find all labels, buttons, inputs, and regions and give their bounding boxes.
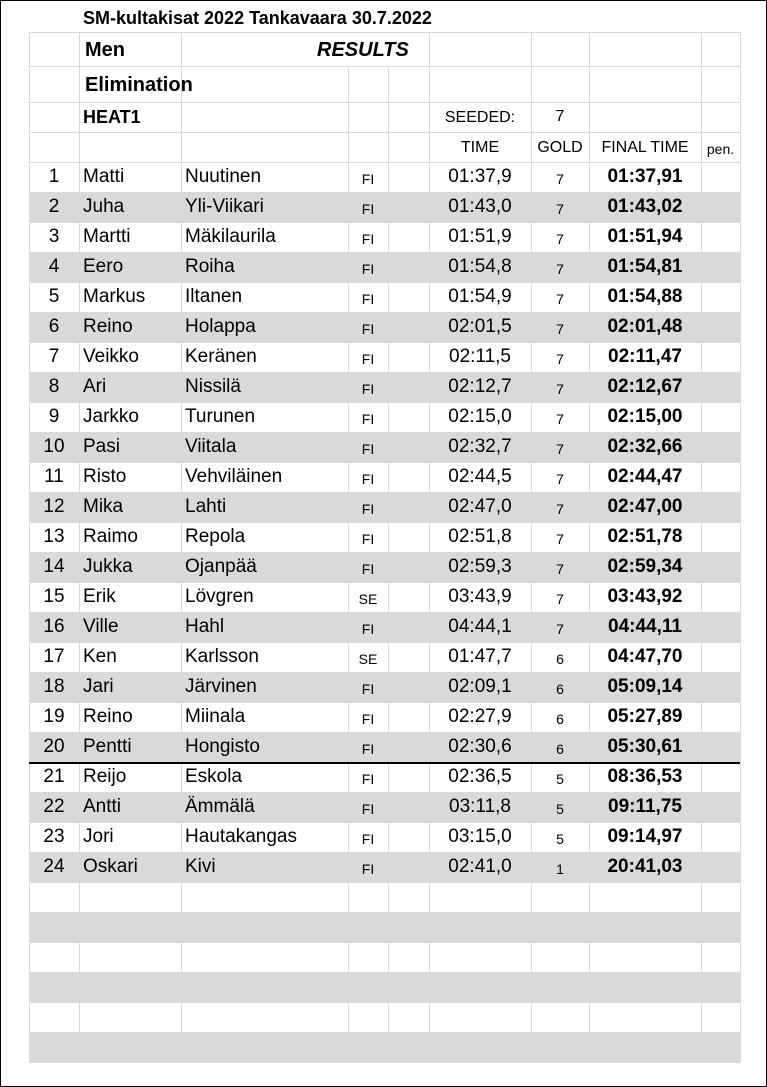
category-label: Men [85, 39, 125, 61]
final-time-cell: 01:54,81 [607, 256, 683, 277]
first-name-cell: Reijo [83, 766, 127, 787]
last-name-cell: Keränen [185, 346, 257, 367]
time-cell: 02:44,5 [448, 466, 512, 487]
grid-row-line [29, 1002, 740, 1003]
time-cell: 03:15,0 [448, 826, 512, 847]
country-cell: FI [361, 831, 375, 847]
country-cell: SE [358, 591, 378, 607]
first-name-cell: Pasi [83, 436, 120, 457]
final-time-cell: 04:47,70 [607, 646, 683, 667]
time-cell: 01:54,8 [448, 256, 512, 277]
grid-column-line [181, 32, 182, 1062]
last-name-cell: Ämmälä [185, 796, 255, 817]
first-name-cell: Risto [83, 466, 127, 487]
first-name-cell: Reino [83, 316, 133, 337]
final-time-cell: 01:43,02 [607, 196, 683, 217]
gold-cell: 7 [556, 471, 564, 487]
final-time-cell: 02:59,34 [607, 556, 683, 577]
gold-cell: 7 [556, 441, 564, 457]
first-name-cell: Mika [83, 496, 124, 517]
time-cell: 02:27,9 [448, 706, 512, 727]
gold-cell: 6 [556, 711, 564, 727]
gold-cell: 7 [556, 531, 564, 547]
gold-cell: 7 [556, 561, 564, 577]
rank-cell: 20 [43, 736, 65, 757]
rank-cell: 13 [43, 526, 65, 547]
final-time-cell: 01:54,88 [607, 286, 683, 307]
rank-cell: 14 [43, 556, 65, 577]
last-name-cell: Turunen [185, 406, 256, 427]
final-time-cell: 02:44,47 [607, 466, 683, 487]
first-name-cell: Jari [83, 676, 114, 697]
country-cell: FI [361, 321, 375, 337]
first-name-cell: Reino [83, 706, 133, 727]
rank-cell: 6 [48, 316, 60, 337]
gold-cell: 7 [556, 501, 564, 517]
last-name-cell: Kivi [185, 856, 216, 877]
final-time-cell: 04:44,11 [608, 616, 682, 637]
first-name-cell: Antti [83, 796, 122, 817]
gold-cell: 7 [556, 381, 564, 397]
gold-cell: 7 [556, 621, 564, 637]
grid-row-line [29, 972, 740, 973]
final-time-cell: 08:36,53 [607, 766, 683, 787]
first-name-cell: Jarkko [83, 406, 139, 427]
country-cell: FI [361, 771, 375, 787]
country-cell: FI [361, 711, 375, 727]
column-header-time: TIME [460, 139, 500, 156]
country-cell: FI [361, 801, 375, 817]
gold-cell: 5 [556, 771, 564, 787]
country-cell: FI [361, 741, 375, 757]
rank-cell: 18 [43, 676, 65, 697]
gold-cell: 5 [556, 801, 564, 817]
rank-cell: 3 [48, 226, 60, 247]
time-cell: 02:36,5 [448, 766, 512, 787]
gold-cell: 7 [556, 231, 564, 247]
time-cell: 02:01,5 [448, 316, 512, 337]
grid-row-line [29, 1032, 740, 1033]
country-cell: FI [361, 291, 375, 307]
rank-cell: 12 [43, 496, 65, 517]
final-time-cell: 01:37,91 [607, 166, 683, 187]
gold-cell: 7 [556, 321, 564, 337]
final-time-cell: 02:12,67 [607, 376, 683, 397]
rank-cell: 21 [43, 766, 65, 787]
last-name-cell: Lövgren [185, 586, 254, 607]
grid-column-line [740, 32, 741, 1062]
time-cell: 02:09,1 [448, 676, 512, 697]
grid-column-line [79, 32, 80, 1062]
rank-cell: 24 [43, 856, 65, 877]
grid-row-line [29, 66, 740, 67]
rank-cell: 9 [48, 406, 60, 427]
first-name-cell: Ville [83, 616, 119, 637]
last-name-cell: Roiha [185, 256, 235, 277]
column-header-pen: pen. [706, 141, 735, 157]
country-cell: FI [361, 411, 375, 427]
rank-cell: 8 [48, 376, 60, 397]
final-time-cell: 02:32,66 [607, 436, 683, 457]
rank-cell: 5 [48, 286, 60, 307]
first-name-cell: Markus [83, 286, 146, 307]
grid-row-line [29, 942, 740, 943]
time-cell: 02:59,3 [448, 556, 512, 577]
first-name-cell: Oskari [83, 856, 138, 877]
country-cell: FI [361, 471, 375, 487]
last-name-cell: Eskola [185, 766, 243, 787]
final-time-cell: 02:11,47 [608, 346, 682, 367]
last-name-cell: Nissilä [185, 376, 241, 397]
first-name-cell: Matti [83, 166, 125, 187]
grid-column-line [701, 32, 702, 1062]
final-time-cell: 02:01,48 [607, 316, 683, 337]
gold-cell: 5 [556, 831, 564, 847]
country-cell: FI [361, 261, 375, 277]
rank-cell: 22 [43, 796, 65, 817]
first-name-cell: Martti [83, 226, 131, 247]
first-name-cell: Raimo [83, 526, 138, 547]
last-name-cell: Viitala [185, 436, 237, 457]
time-cell: 01:54,9 [448, 286, 512, 307]
rank-cell: 17 [43, 646, 65, 667]
gold-cell: 7 [556, 591, 564, 607]
seeded-label: SEEDED: [444, 109, 516, 126]
time-cell: 02:15,0 [448, 406, 512, 427]
gold-cell: 7 [556, 291, 564, 307]
last-name-cell: Yli-Viikari [185, 196, 264, 217]
time-cell: 03:11,8 [449, 796, 511, 817]
column-header-final-time: FINAL TIME [601, 139, 689, 156]
time-cell: 02:11,5 [449, 346, 511, 367]
time-cell: 04:44,1 [448, 616, 512, 637]
gold-cell: 6 [556, 741, 564, 757]
country-cell: FI [361, 561, 375, 577]
round-label: Elimination [85, 74, 193, 96]
last-name-cell: Hahl [185, 616, 225, 637]
rank-cell: 7 [48, 346, 60, 367]
first-name-cell: Pentti [83, 736, 132, 757]
time-cell: 02:30,6 [448, 736, 512, 757]
final-time-cell: 05:09,14 [607, 676, 683, 697]
rank-cell: 4 [48, 256, 60, 277]
last-name-cell: Lahti [185, 496, 227, 517]
time-cell: 02:41,0 [448, 856, 512, 877]
country-cell: FI [361, 441, 375, 457]
country-cell: FI [361, 201, 375, 217]
first-name-cell: Jukka [83, 556, 133, 577]
last-name-cell: Holappa [185, 316, 256, 337]
time-cell: 02:51,8 [448, 526, 512, 547]
final-time-cell: 05:27,89 [607, 706, 683, 727]
rank-cell: 11 [44, 466, 64, 487]
final-time-cell: 02:47,00 [607, 496, 683, 517]
final-time-cell: 02:51,78 [607, 526, 683, 547]
country-cell: FI [361, 171, 375, 187]
gold-cell: 6 [556, 681, 564, 697]
last-name-cell: Järvinen [185, 676, 257, 697]
country-cell: FI [361, 381, 375, 397]
first-name-cell: Juha [83, 196, 125, 217]
time-cell: 02:47,0 [448, 496, 512, 517]
rank-cell: 19 [43, 706, 65, 727]
country-cell: FI [361, 231, 375, 247]
country-cell: FI [361, 621, 375, 637]
rank-cell: 23 [43, 826, 65, 847]
column-header-gold: GOLD [537, 139, 583, 156]
final-time-cell: 02:15,00 [607, 406, 683, 427]
final-time-cell: 03:43,92 [607, 586, 683, 607]
last-name-cell: Hongisto [185, 736, 260, 757]
time-cell: 01:37,9 [448, 166, 512, 187]
last-name-cell: Hautakangas [185, 826, 297, 847]
time-cell: 02:12,7 [448, 376, 512, 397]
first-name-cell: Ari [83, 376, 107, 397]
first-name-cell: Erik [83, 586, 116, 607]
grid-row-line [29, 1062, 740, 1063]
first-name-cell: Veikko [83, 346, 139, 367]
rank-cell: 16 [43, 616, 65, 637]
country-cell: FI [361, 501, 375, 517]
gold-cell: 7 [556, 261, 564, 277]
final-time-cell: 05:30,61 [607, 736, 683, 757]
gold-cell: 7 [556, 171, 564, 187]
rank-cell: 2 [48, 196, 60, 217]
final-time-cell: 09:14,97 [607, 826, 683, 847]
row-stripe [29, 972, 740, 1002]
gold-cell: 6 [556, 651, 564, 667]
last-name-cell: Vehviläinen [185, 466, 283, 487]
sheet-title: SM-kultakisat 2022 Tankavaara 30.7.2022 [83, 8, 432, 28]
country-cell: FI [361, 681, 375, 697]
time-cell: 03:43,9 [448, 586, 512, 607]
last-name-cell: Repola [185, 526, 246, 547]
final-time-cell: 09:11,75 [608, 796, 682, 817]
grid-row-line [29, 912, 740, 913]
time-cell: 02:32,7 [448, 436, 512, 457]
rank-cell: 1 [48, 166, 60, 187]
seeded-value: 7 [555, 108, 565, 125]
gold-cell: 7 [556, 351, 564, 367]
first-name-cell: Ken [83, 646, 117, 667]
last-name-cell: Karlsson [185, 646, 259, 667]
grid-column-line [388, 66, 389, 1062]
gold-cell: 1 [556, 861, 564, 877]
last-name-cell: Ojanpää [185, 556, 257, 577]
time-cell: 01:51,9 [448, 226, 512, 247]
qualification-cut-line [29, 762, 740, 764]
row-stripe [29, 912, 740, 942]
first-name-cell: Jori [83, 826, 114, 847]
last-name-cell: Iltanen [185, 286, 243, 307]
row-stripe [29, 1032, 740, 1062]
rank-cell: 15 [43, 586, 65, 607]
last-name-cell: Miinala [185, 706, 246, 727]
first-name-cell: Eero [83, 256, 124, 277]
rank-cell: 10 [43, 436, 65, 457]
final-time-cell: 20:41,03 [607, 856, 683, 877]
gold-cell: 7 [556, 411, 564, 427]
gold-cell: 7 [556, 201, 564, 217]
country-cell: FI [361, 861, 375, 877]
last-name-cell: Mäkilaurila [185, 226, 276, 247]
results-label: RESULTS [317, 39, 409, 61]
final-time-cell: 01:51,94 [607, 226, 683, 247]
last-name-cell: Nuutinen [185, 166, 262, 187]
country-cell: SE [358, 651, 378, 667]
time-cell: 01:47,7 [448, 646, 512, 667]
heat-label: HEAT1 [83, 107, 141, 127]
country-cell: FI [361, 531, 375, 547]
country-cell: FI [361, 351, 375, 367]
time-cell: 01:43,0 [448, 196, 512, 217]
